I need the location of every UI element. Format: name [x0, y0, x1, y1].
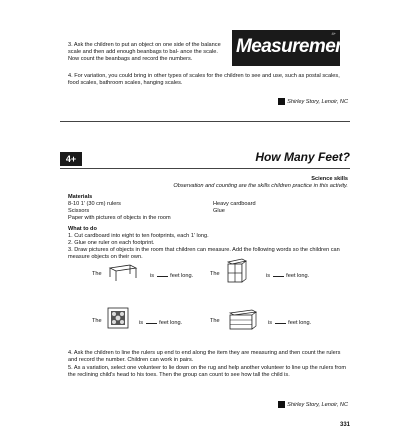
- materials-left-0: 8-10 1' (30 cm) rulers: [68, 201, 121, 207]
- credit-top: [258, 98, 348, 106]
- fig2-is: is: [266, 273, 271, 279]
- age-badge: 4+: [60, 152, 82, 166]
- fig1-blank: [157, 271, 168, 277]
- fig2-the: The: [210, 271, 220, 277]
- page-number: 331: [339, 422, 350, 428]
- materials-heading: Materials: [68, 194, 93, 200]
- materials-right-1: Glue: [213, 208, 225, 214]
- fig3-the: The: [92, 318, 102, 324]
- bookcase-icon: [228, 308, 258, 330]
- fig4-sentence: [268, 318, 311, 327]
- table-icon: [108, 262, 138, 282]
- fig2-feet: feet long.: [286, 273, 310, 279]
- fig3-is: is: [139, 320, 144, 326]
- credit-square-icon: [278, 401, 285, 408]
- skills-heading: Science skills: [311, 176, 348, 182]
- fig4-is: is: [268, 320, 273, 326]
- fig4-the: The: [210, 318, 220, 324]
- credit-bottom: [258, 401, 348, 409]
- step-3: 3. Draw pictures of objects in the room that children can measure. Add the following words so the children can measure objects on their own.: [68, 247, 340, 260]
- credit-bottom-text: Shirley Story, Lenoir, NC: [287, 401, 348, 408]
- top-step-3: 3. Ask the children to put an object on one side of the balance scale and then add enough beanbags to bal- ance the scale. Now count the beanbags and record the numbers.: [68, 42, 221, 63]
- fig1-the: The: [92, 271, 102, 277]
- materials-right-0: Heavy cardboard: [213, 201, 256, 207]
- step-4: 4. Ask the children to line the rulers up end to end along the item they are measuring and then count the rulers and record the number. Children can work in pairs.: [68, 350, 341, 363]
- top-step-4: 4. For variation, you could bring in other types of scales for the children to see and use, such as postal scales, food scales, bathroom scales, hanging scales.: [68, 73, 340, 87]
- credit-square-icon: [278, 98, 285, 105]
- section-header: [232, 30, 352, 66]
- step-1: 1. Cut cardboard into eight to ten footprints, each 1' long.: [68, 233, 209, 239]
- shelf-icon: [226, 258, 248, 284]
- fig2-sentence: [266, 271, 309, 280]
- divider-title: [60, 168, 350, 169]
- fig3-feet: feet long.: [159, 320, 183, 326]
- skills-text: Observation and counting are the skills children practice in this activity.: [173, 183, 348, 189]
- divider-top: [60, 121, 350, 122]
- rug-icon: [106, 306, 130, 330]
- fig4-blank: [275, 318, 286, 324]
- fig1-is: is: [150, 273, 155, 279]
- fig1-sentence: [150, 271, 193, 280]
- section-title: Measurement: [236, 36, 352, 57]
- step-2: 2. Glue one ruler on each footprint.: [68, 240, 155, 246]
- what-to-do-heading: What to do: [68, 226, 97, 232]
- fig3-blank: [146, 318, 157, 324]
- credit-top-text: Shirley Story, Lenoir, NC: [287, 98, 348, 105]
- materials-left-2: Paper with pictures of objects in the room: [68, 215, 171, 221]
- fig2-blank: [273, 271, 284, 277]
- materials-left-1: Scissors: [68, 208, 90, 214]
- fig3-sentence: [139, 318, 182, 327]
- step-5: 5. As a variation, select one volunteer to lie down on the rug and help another volunteer to line up the rulers from the reclining child's head to his toes. Then the group can count to see how tall the child is.: [68, 365, 346, 378]
- header-tag: 4+: [331, 31, 336, 36]
- fig1-feet: feet long.: [170, 273, 194, 279]
- activity-title: How Many Feet?: [255, 150, 350, 164]
- fig4-feet: feet long.: [288, 320, 312, 326]
